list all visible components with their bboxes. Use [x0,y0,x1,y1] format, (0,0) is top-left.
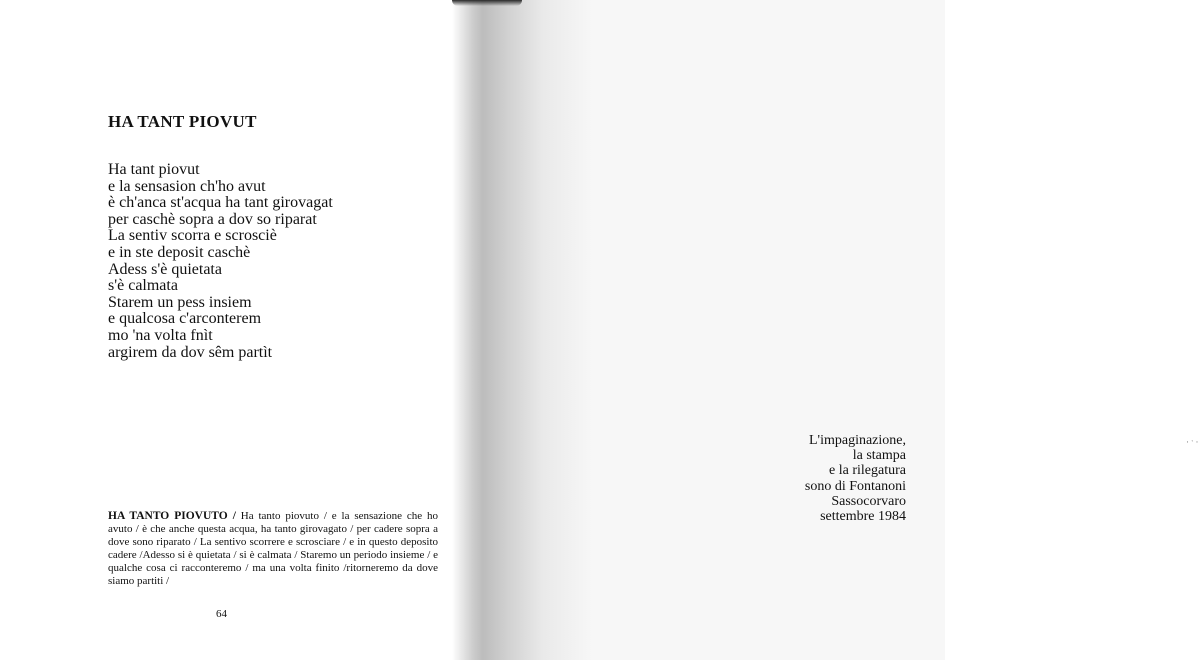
colophon-line: L'impaginazione, [809,433,906,448]
translation-body: Ha tanto piovuto / e la sensazione che ho avuto / è che anche questa acqua, ha tanto girovagato / per cadere sopra a dove sono riparato / La sentivo scorrere e scrosciare / e in questo deposito cadere /Adesso si è quietata / si è calmata / Staremo un periodo insieme / e qualche cosa ci racconteremo / ma una volta finito /ritorneremo da dove siamo partiti / [108,510,438,587]
colophon-line: sono di Fontanoni [804,478,906,494]
poem-line: Ha tant piovut [108,161,200,178]
page-number: 64 [216,608,227,620]
poem-text [108,162,333,361]
paper-specks: ·ˑ· [1186,437,1201,447]
poem-line: Starem un pess insiem [108,293,252,311]
left-page [0,0,472,660]
poem-line: e qualcosa c'arconterem [108,310,262,328]
poem-line: La sentiv scorra e scrosciè [108,227,277,245]
poem-line: e la sensasion ch'ho avut [108,177,266,195]
translation-title: HA TANTO PIOVUTO / [108,510,236,522]
poem-line: e in ste deposit caschè [108,243,251,261]
colophon-line: settembre 1984 [820,509,906,525]
spine-top-shadow [452,0,522,6]
poem-line: è ch'anca st'acqua ha tant girovagat [108,194,333,212]
poem-title: HA TANT PIOVUT [108,112,257,131]
poem-line: Adess s'è quietata [108,260,222,278]
italian-translation [108,510,438,588]
poem-line: argirem da dov sêm partìt [108,343,273,361]
poem-line: per caschè sopra a dov so riparat [108,210,317,228]
colophon-line: e la rilegatura [829,463,906,479]
book-gutter-shadow [452,0,592,660]
poem-line: s'è calmata [108,277,178,295]
poem-line: mo 'na volta fnìt [108,326,213,344]
colophon-line: Sassocorvaro [831,493,906,509]
colophon [805,433,906,524]
colophon-line: la stampa [852,448,906,464]
